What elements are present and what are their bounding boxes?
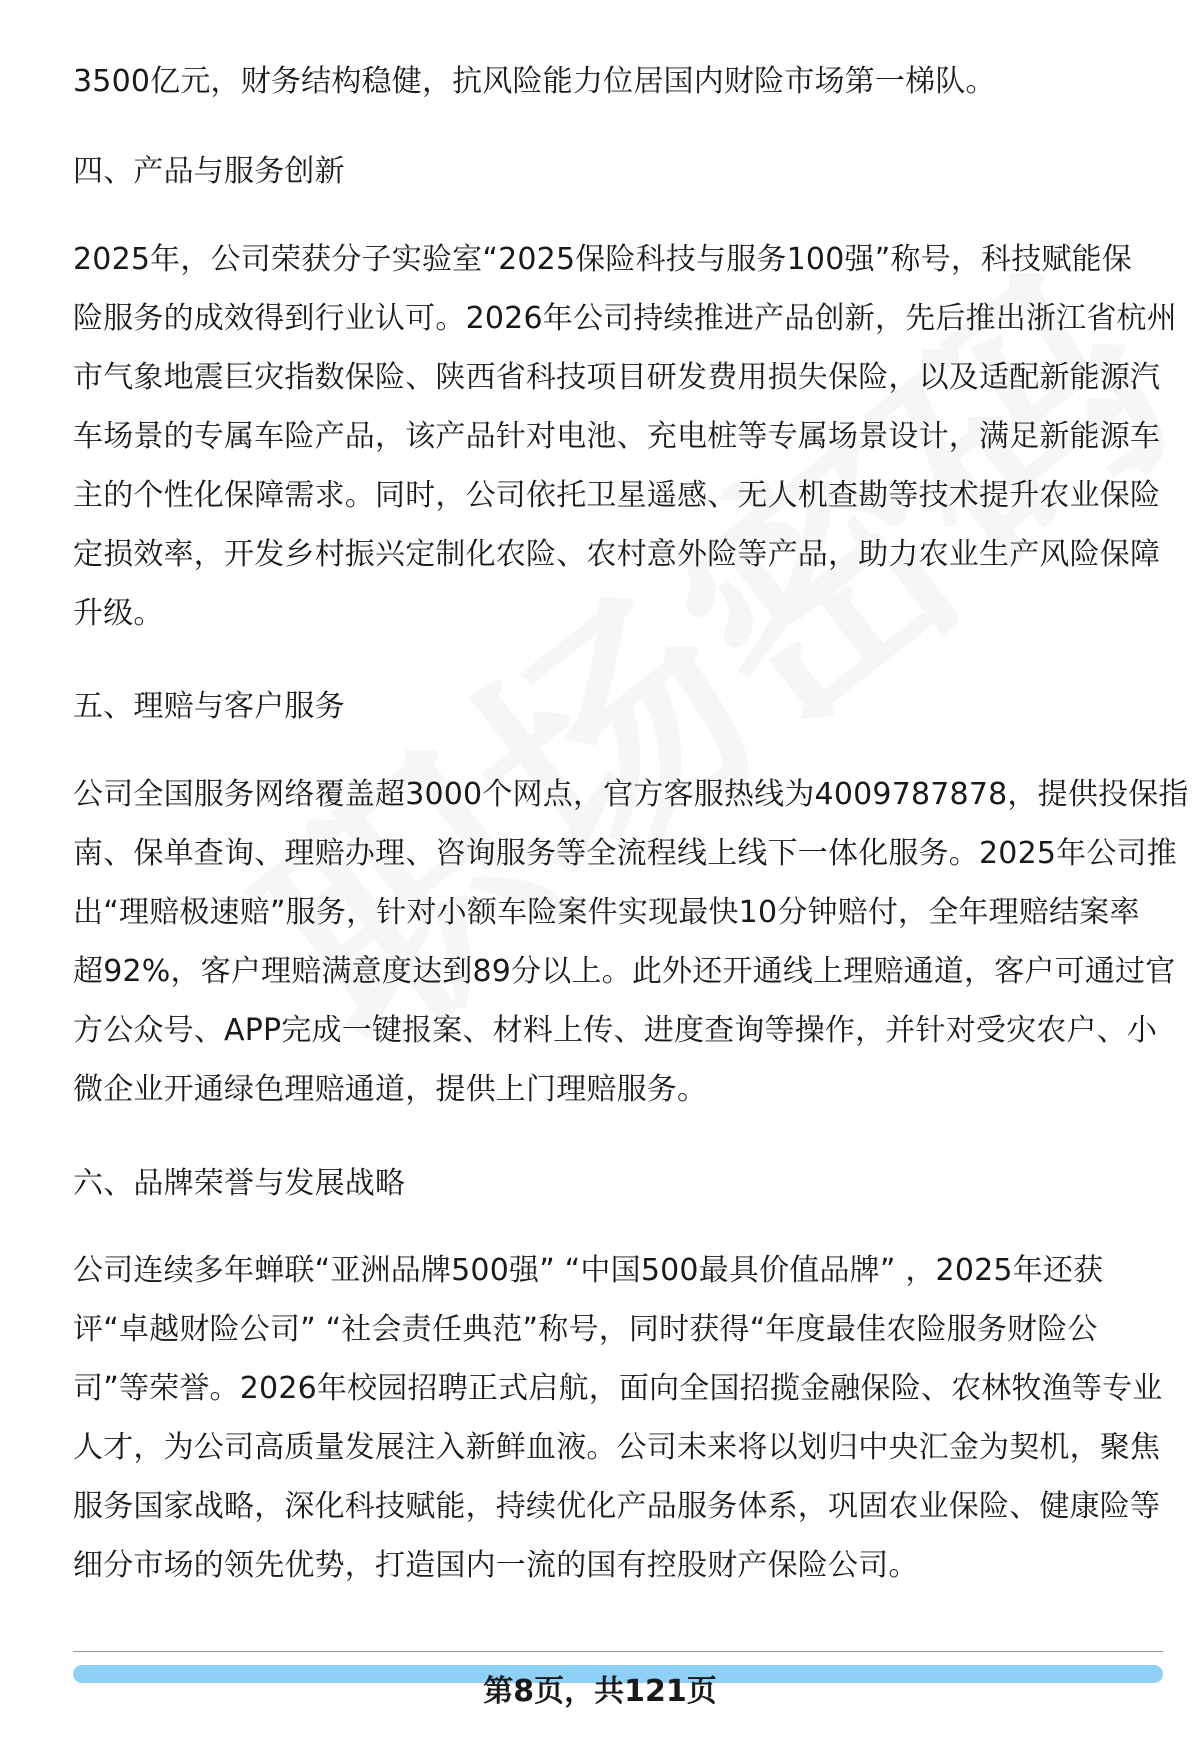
paragraph-brand-strategy <box>73 1241 1163 1595</box>
text-line: 超92%，客户理赔满意度达到89分以上。此外还开通线上理赔通道，客户可通过官 <box>73 954 1176 989</box>
text-line: 出“理赔极速赔”服务，针对小额车险案件实现最快10分钟赔付，全年理赔结案率 <box>73 895 1140 930</box>
text-line: 3500亿元，财务结构稳健，抗风险能力位居国内财险市场第一梯队。 <box>73 64 996 99</box>
text-line: 市气象地震巨灾指数保险、陕西省科技项目研发费用损失保险，以及适配新能源汽 <box>73 360 1161 395</box>
section-heading-brand-strategy: 六、品牌荣誉与发展战略 <box>73 1166 406 1201</box>
text-line: 险服务的成效得到行业认可。2026年公司持续推进产品创新，先后推出浙江省杭州 <box>73 301 1177 336</box>
text-line: 方公众号、APP完成一键报案、材料上传、进度查询等操作，并针对受灾农户、小 <box>73 1013 1158 1048</box>
section-heading-claims-service: 五、理赔与客户服务 <box>73 689 345 724</box>
text-line: 主的个性化保障需求。同时，公司依托卫星遥感、无人机查勘等技术提升农业保险 <box>73 478 1161 513</box>
paragraph-financial-strength <box>73 52 1163 111</box>
text-line: 评“卓越财险公司” “社会责任典范”称号，同时获得“年度最佳农险服务财险公 <box>73 1312 1098 1347</box>
paragraph-product-innovation <box>73 230 1177 643</box>
text-line: 南、保单查询、理赔办理、咨询服务等全流程线上线下一体化服务。2025年公司推 <box>73 836 1177 871</box>
text-line: 定损效率，开发乡村振兴定制化农险、农村意外险等产品，助力农业生产风险保障 <box>73 537 1161 572</box>
section-heading-product-innovation: 四、产品与服务创新 <box>73 154 345 189</box>
text-line: 公司全国服务网络覆盖超3000个网点，官方客服热线为4009787878，提供投保指 <box>73 777 1189 812</box>
text-line: 2025年，公司荣获分子实验室“2025保险科技与服务100强”称号，科技赋能保 <box>73 242 1133 277</box>
text-line: 公司连续多年蝉联“亚洲品牌500强” “中国500最具价值品牌” ，2025年还获 <box>73 1253 1104 1288</box>
page-number: 第8页，共121页 <box>483 1674 717 1709</box>
text-line: 人才，为公司高质量发展注入新鲜血液。公司未来将以划归中央汇金为契机，聚焦 <box>73 1430 1161 1465</box>
text-line: 微企业开通绿色理赔通道，提供上门理赔服务。 <box>73 1072 708 1107</box>
footer-divider <box>73 1651 1163 1652</box>
text-line: 车场景的专属车险产品，该产品针对电池、充电桩等专属场景设计，满足新能源车 <box>73 419 1161 454</box>
text-line: 细分市场的领先优势，打造国内一流的国有控股财产保险公司。 <box>73 1548 919 1583</box>
text-line: 服务国家战略，深化科技赋能，持续优化产品服务体系，巩固农业保险、健康险等 <box>73 1489 1161 1524</box>
text-line: 升级。 <box>73 596 164 631</box>
paragraph-claims-service <box>73 765 1189 1119</box>
text-line: 司”等荣誉。2026年校园招聘正式启航，面向全国招揽金融保险、农林牧渔等专业 <box>73 1371 1163 1406</box>
